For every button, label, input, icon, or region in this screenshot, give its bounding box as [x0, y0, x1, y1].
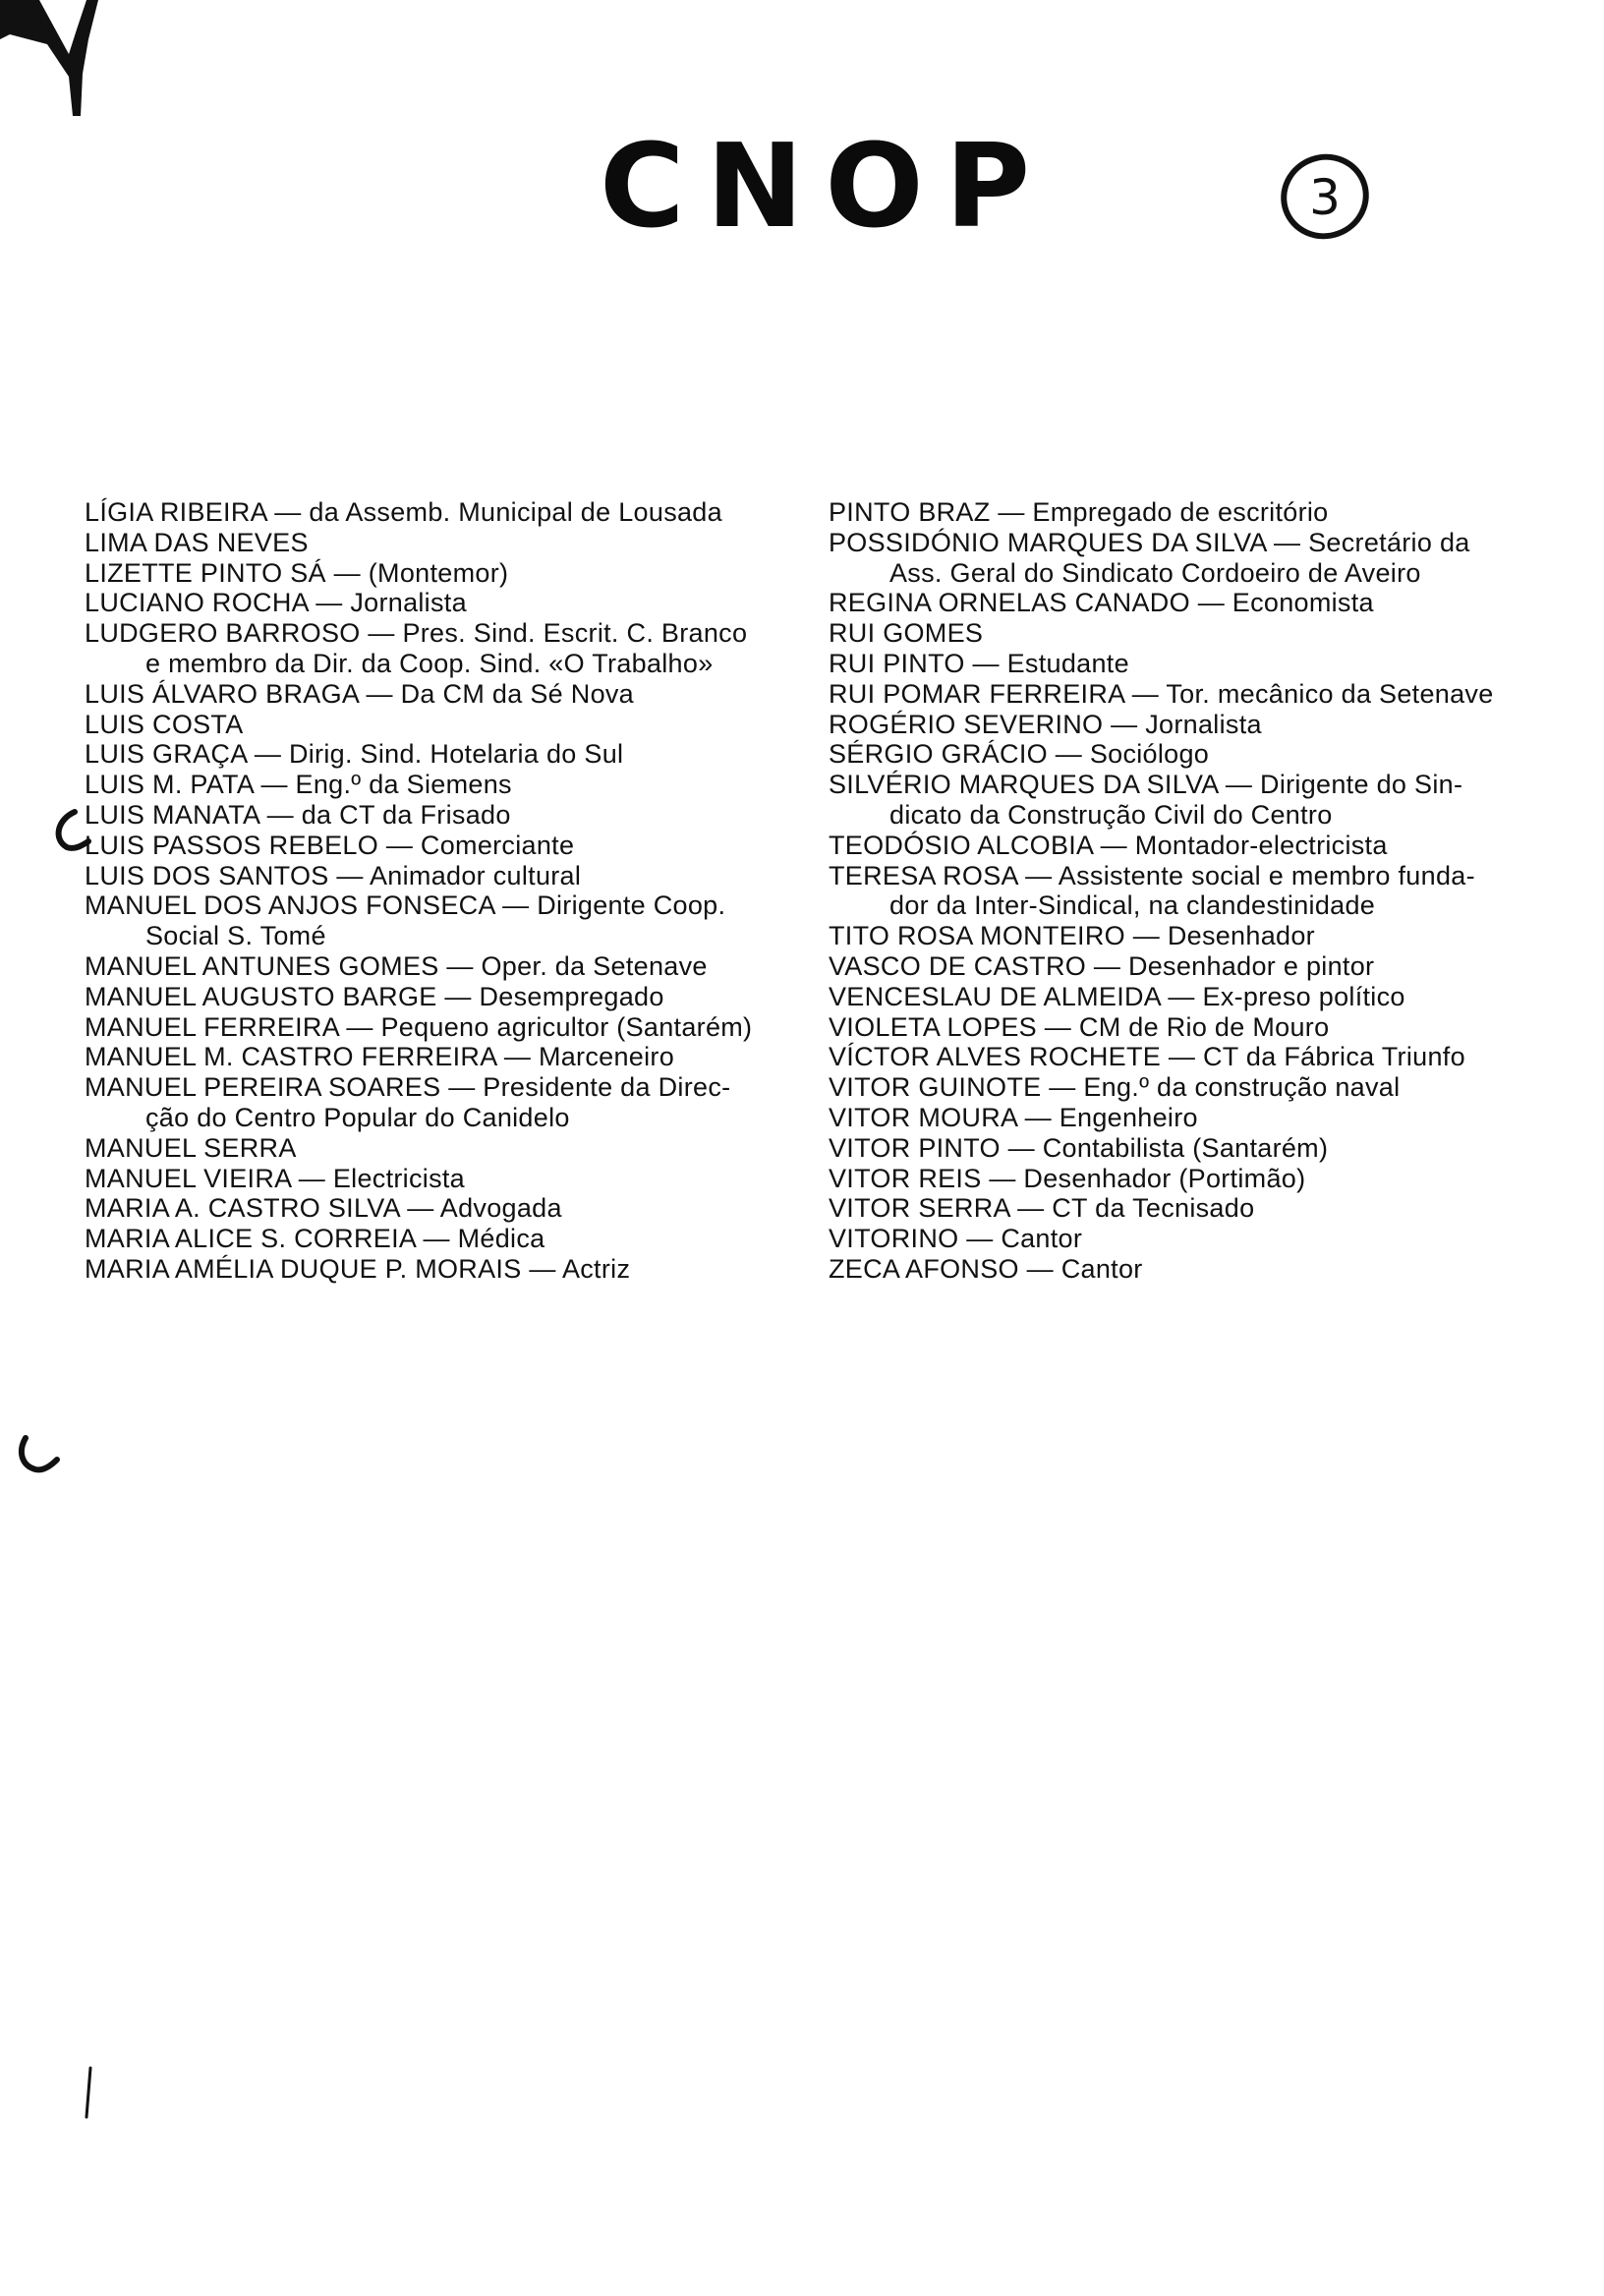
entry-line: LIZETTE PINTO SÁ — (Montemor) [85, 557, 509, 588]
entry-line: LUIS M. PATA — Eng.º da Siemens [85, 770, 512, 800]
entry-line: TITO ROSA MONTEIRO — Desenhador [829, 921, 1315, 951]
name-entry [85, 528, 812, 558]
entry-line: LUDGERO BARROSO — Pres. Sind. Escrit. C. Branco [85, 618, 748, 649]
name-entry [85, 710, 812, 740]
name-entry [85, 497, 812, 528]
entry-line: VENCESLAU DE ALMEIDA — Ex-preso político [829, 981, 1405, 1011]
name-entry [85, 770, 812, 800]
entry-line: VITOR GUINOTE — Eng.º da construção naval [829, 1072, 1401, 1103]
name-entry [85, 1254, 812, 1285]
name-entry [85, 679, 812, 710]
name-entry [829, 1254, 1536, 1285]
right-name-column [829, 497, 1536, 1285]
name-entry [85, 1042, 812, 1072]
name-entry [829, 1224, 1536, 1254]
entry-line: LUIS COSTA [85, 709, 244, 739]
entry-line: MARIA A. CASTRO SILVA — Advogada [85, 1193, 562, 1224]
entry-line: MANUEL FERREIRA — Pequeno agricultor (Santarém) [85, 1011, 753, 1042]
entry-line: VITOR REIS — Desenhador (Portimão) [829, 1163, 1306, 1193]
name-entry [85, 558, 812, 589]
entry-line: LUIS PASSOS REBELO — Comerciante [85, 830, 575, 860]
name-entry [829, 739, 1536, 770]
name-entry [829, 770, 1536, 831]
name-entry [829, 921, 1536, 951]
name-entry [85, 951, 812, 982]
handwritten-bracket-mark [45, 806, 94, 855]
entry-line: MARIA ALICE S. CORREIA — Médica [85, 1224, 545, 1254]
entry-line: TEODÓSIO ALCOBIA — Montador-electricista [829, 830, 1388, 860]
entry-line: ROGÉRIO SEVERINO — Jornalista [829, 709, 1262, 739]
entry-continuation-line: dor da Inter-Sindical, na clandestinidade [889, 890, 1376, 921]
name-entry [829, 618, 1536, 649]
entry-line: SÉRGIO GRÁCIO — Sociólogo [829, 739, 1210, 770]
entry-line: RUI GOMES [829, 618, 984, 649]
name-entry [85, 1133, 812, 1164]
name-entry [829, 497, 1536, 528]
name-entry [829, 1133, 1536, 1164]
entry-line: MANUEL DOS ANJOS FONSECA — Dirigente Coop. [85, 890, 726, 921]
entry-continuation-line: Social S. Tomé [145, 921, 326, 951]
entry-line: VITOR PINTO — Contabilista (Santarém) [829, 1132, 1329, 1163]
entry-line: TERESA ROSA — Assistente social e membro funda- [829, 860, 1475, 890]
entry-line: MANUEL ANTUNES GOMES — Oper. da Setenave [85, 950, 708, 981]
name-entry [829, 679, 1536, 710]
entry-line: LUIS DOS SANTOS — Animador cultural [85, 860, 582, 890]
name-entry [829, 861, 1536, 922]
name-entry [829, 831, 1536, 861]
entry-continuation-line: dicato da Construção Civil do Centro [889, 799, 1333, 830]
entry-line: RUI PINTO — Estudante [829, 648, 1129, 678]
entry-line: VITOR MOURA — Engenheiro [829, 1102, 1198, 1132]
entry-line: POSSIDÓNIO MARQUES DA SILVA — Secretário da [829, 527, 1470, 557]
entry-line: VÍCTOR ALVES ROCHETE — CT da Fábrica Triunfo [829, 1042, 1465, 1072]
entry-line: MANUEL PEREIRA SOARES — Presidente da Direc- [85, 1072, 731, 1103]
name-entry [829, 528, 1536, 589]
name-entry [85, 800, 812, 831]
name-entry [829, 710, 1536, 740]
name-entry [85, 1012, 812, 1043]
name-entry [85, 618, 812, 679]
entry-continuation-line: e membro da Dir. da Coop. Sind. «O Trabalho» [145, 648, 714, 678]
page-number-text: 3 [1309, 169, 1341, 226]
name-entry [85, 1224, 812, 1254]
circle-mark-icon [1278, 149, 1372, 244]
name-entry [829, 1193, 1536, 1224]
entry-line: MARIA AMÉLIA DUQUE P. MORAIS — Actriz [85, 1253, 631, 1284]
name-entry [85, 1193, 812, 1224]
entry-line: MANUEL VIEIRA — Electricista [85, 1163, 465, 1193]
entry-line: LUIS MANATA — da CT da Frisado [85, 799, 511, 830]
name-entry [85, 1072, 812, 1133]
entry-line: MANUEL AUGUSTO BARGE — Desempregado [85, 981, 664, 1011]
handwritten-bracket-mark [12, 1430, 61, 1479]
entry-line: LIMA DAS NEVES [85, 527, 309, 557]
entry-line: LÍGIA RIBEIRA — da Assemb. Municipal de Lousada [85, 497, 722, 527]
document-title: CNOP [600, 118, 1053, 254]
entry-line: VITOR SERRA — CT da Tecnisado [829, 1193, 1255, 1224]
name-entry [85, 739, 812, 770]
entry-line: SILVÉRIO MARQUES DA SILVA — Dirigente do Sin- [829, 770, 1463, 800]
entry-line: LUCIANO ROCHA — Jornalista [85, 588, 467, 618]
handwritten-stroke-mark [79, 2064, 98, 2123]
entry-line: RUI POMAR FERREIRA — Tor. mecânico da Setenave [829, 678, 1494, 709]
name-entry [829, 951, 1536, 982]
entry-line: MANUEL SERRA [85, 1132, 297, 1163]
name-entry [829, 1012, 1536, 1043]
entry-continuation-line: Ass. Geral do Sindicato Cordoeiro de Aveiro [889, 557, 1421, 588]
entry-line: PINTO BRAZ — Empregado de escritório [829, 497, 1329, 527]
name-entry [85, 588, 812, 618]
name-entry [829, 1042, 1536, 1072]
name-entry [85, 890, 812, 951]
entry-continuation-line: ção do Centro Popular do Canidelo [145, 1102, 570, 1132]
name-entry [829, 588, 1536, 618]
name-entry [85, 1164, 812, 1194]
name-entry [829, 1072, 1536, 1103]
entry-line: VIOLETA LOPES — CM de Rio de Mouro [829, 1011, 1330, 1042]
circled-page-number [1278, 149, 1372, 244]
name-entry [829, 1103, 1536, 1133]
entry-line: VITORINO — Cantor [829, 1224, 1083, 1254]
entry-line: LUIS GRAÇA — Dirig. Sind. Hotelaria do Sul [85, 739, 624, 770]
name-entry [829, 649, 1536, 679]
name-entry [85, 831, 812, 861]
entry-line: ZECA AFONSO — Cantor [829, 1253, 1143, 1284]
entry-line: LUIS ÁLVARO BRAGA — Da CM da Sé Nova [85, 678, 634, 709]
entry-line: VASCO DE CASTRO — Desenhador e pintor [829, 950, 1375, 981]
entry-line: REGINA ORNELAS CANADO — Economista [829, 588, 1374, 618]
left-name-column [85, 497, 812, 1285]
name-entry [829, 1164, 1536, 1194]
entry-line: MANUEL M. CASTRO FERREIRA — Marceneiro [85, 1042, 675, 1072]
name-entry [85, 861, 812, 891]
name-entry [829, 982, 1536, 1012]
corner-ink-mark [0, 0, 98, 128]
name-entry [85, 982, 812, 1012]
